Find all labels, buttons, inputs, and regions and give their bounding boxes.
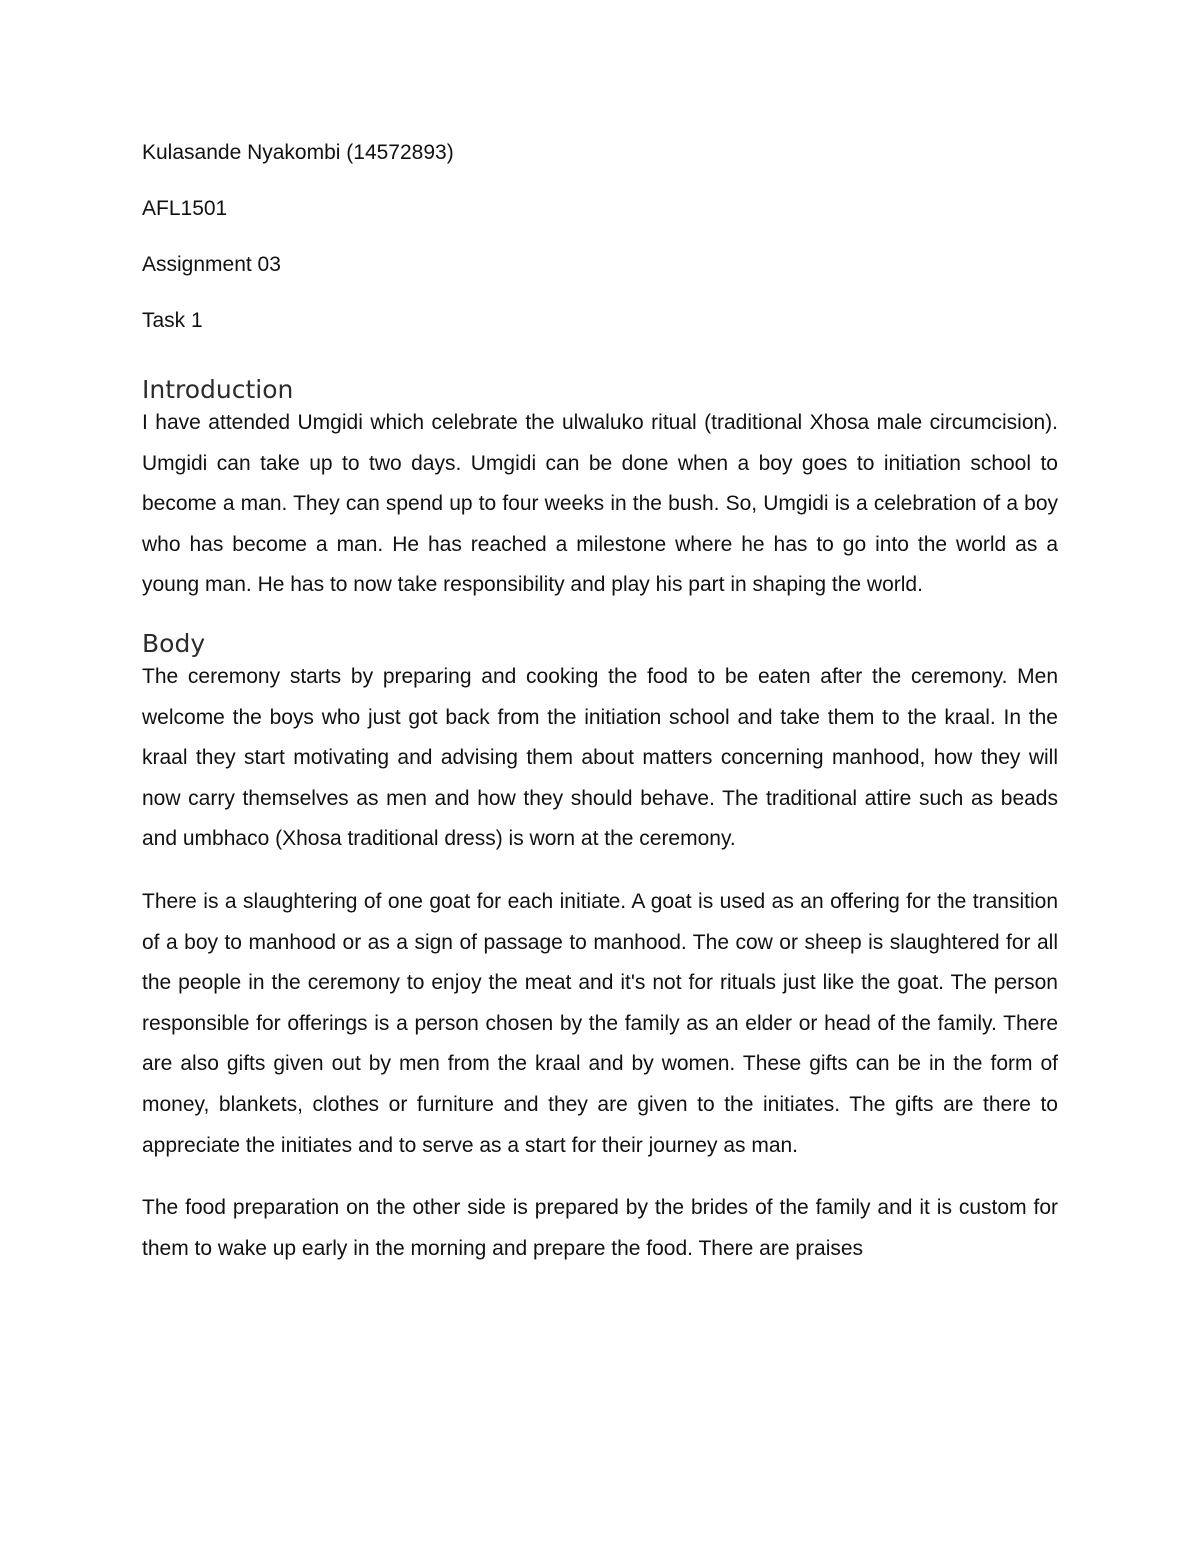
assignment-number: Assignment 03 <box>142 253 281 276</box>
body-paragraph-1: The ceremony starts by preparing and cooking the food to be eaten after the ceremony. Men welcome the boys who just got back from the initiation school and take them to the kraal. In the kraal they start motivating and advising them about matters concerning manhood, how they will now carry themselves as men and how they should behave. The traditional attire such as beads and umbhaco (Xhosa traditional dress) is worn at the ceremony. <box>142 664 1058 851</box>
student-name-and-number: Kulasande Nyakombi (14572893) <box>142 141 454 164</box>
introduction-heading: Introduction <box>142 375 294 404</box>
document-content <box>142 138 1058 1269</box>
body-heading: Body <box>142 628 206 658</box>
introduction-paragraph: I have attended Umgidi which celebrate the ulwaluko ritual (traditional Xhosa male circumcision). Umgidi can take up to two days. Umgidi can be done when a boy goes to initiation school to become a man. They can spend up to four weeks in the bush. So, Umgidi is a celebration of a boy who has become a man. He has reached a milestone where he has to go into the world as a young man. He has to now take responsibility and play his part in shaping the world. <box>142 411 1058 597</box>
body-paragraph-2: There is a slaughtering of one goat for each initiate. A goat is used as an offering for the transition of a boy to manhood or as a sign of passage to manhood. The cow or sheep is slaughtered for all the people in the ceremony to enjoy the meat and it's not for rituals just like the goat. The person responsible for offerings is a person chosen by the family as an elder or head of the family. There are also gifts given out by men from the kraal and by women. These gifts can be in the form of money, blankets, clothes or furniture and they are given to the initiates. The gifts are there to appreciate the initiates and to serve as a start for their journey as man. <box>142 889 1058 1157</box>
task-number: Task 1 <box>142 309 203 332</box>
module-code: AFL1501 <box>142 197 228 220</box>
body-paragraph-3: The food preparation on the other side is prepared by the brides of the family and it is custom for them to wake up early in the morning and prepare the food. There are praises <box>142 1196 1058 1260</box>
